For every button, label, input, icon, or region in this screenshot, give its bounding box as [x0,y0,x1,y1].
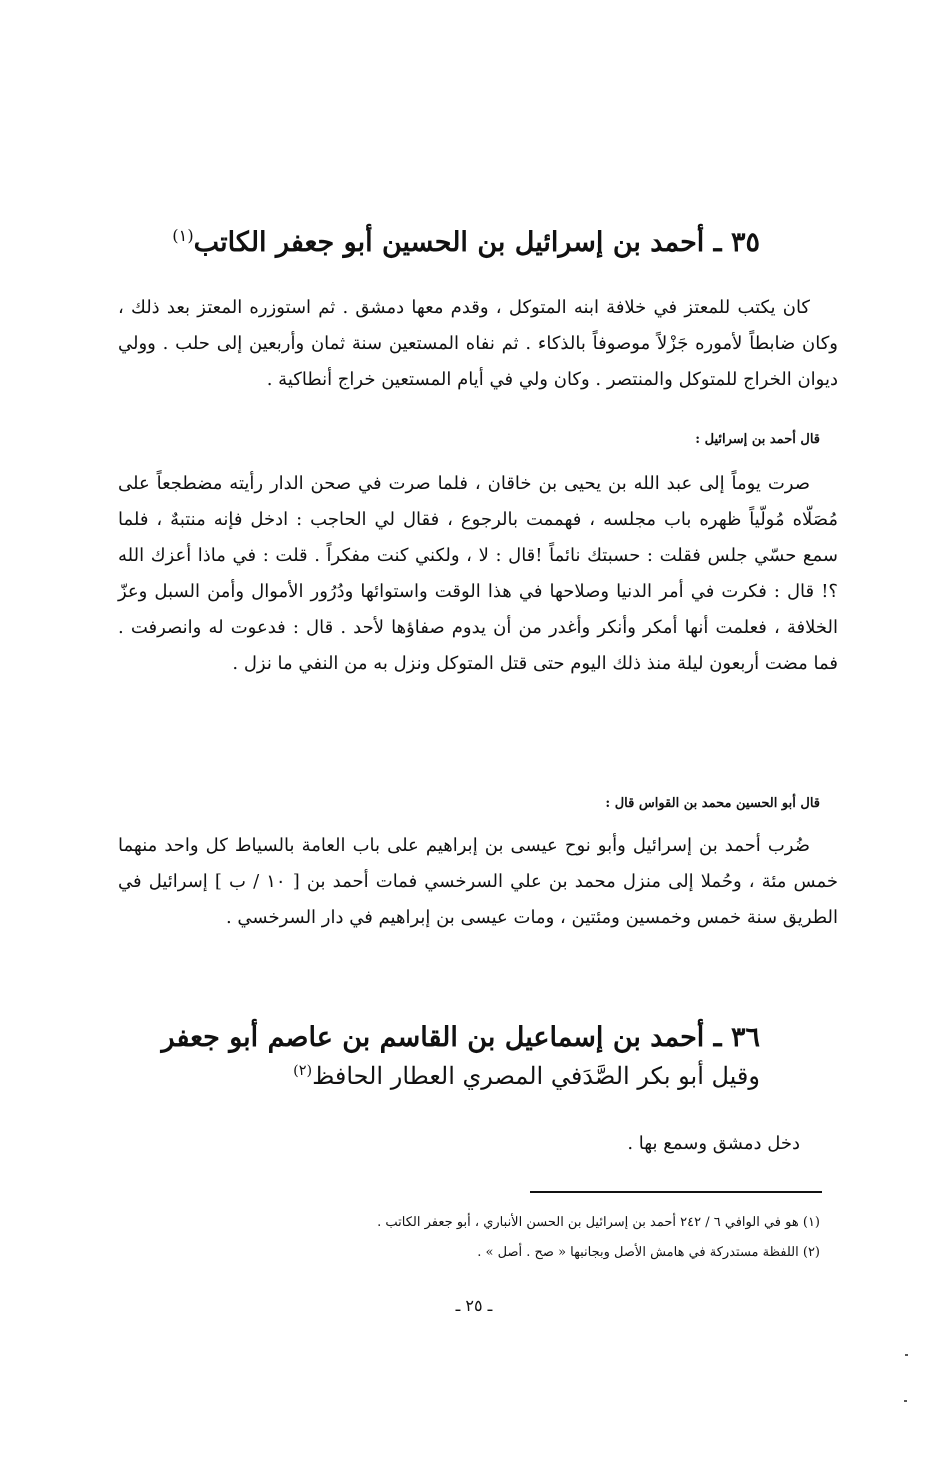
entry-35-footnote-ref: (١) [172,226,194,245]
entry-35-title-text: ٣٥ ـ أحمد بن إسرائيل بن الحسين أبو جعفر الكاتب [193,227,760,258]
entry-36-footnote-ref: (٢) [293,1063,313,1079]
entry-36-paragraph-1-text: دخل دمشق وسمع بها . [627,1133,800,1154]
entry-36-paragraph-1 [300,1126,800,1162]
entry-35-title [150,226,760,259]
scan-speck [905,1354,908,1356]
entry-36-title: ٣٦ ـ أحمد بن إسماعيل بن القاسم بن عاصم أبو جعفر [161,1022,760,1053]
entry-35-paragraph-2-text: صرت يوماً إلى عبد الله بن يحيى بن خاقان ، فلما صرت في صحن الدار رأيته مضطجعاً على مُصَلّاه مُولّياً ظهره باب مجلسه ، فهممت بالرجوع ، فقال لي الحاجب : ادخل فإنه منتبهٌ ، فلما سمع حسّي جلس فقلت : حسبتك نائماً !قال : لا ، ولكني كنت مفكراً . قلت : في ماذا أعزك الله ؟! قال : فكرت في أمر الدنيا وصلاحها في هذا الوقت واستوائها ودُرُور الأموال وأمن السبل وعزّ الخلافة ، فعلمت أنها أمكر وأنكر وأغدر من أن يدوم صفاؤها لأحد . قال : فدعوت له وانصرفت . فما مضت أربعون ليلة منذ ذلك اليوم حتى قتل المتوكل ونزل به من النفي ما نزل . [118,473,838,674]
scan-speck [904,1400,907,1402]
page-number: ـ ٢٥ ـ [455,1296,493,1315]
footnote-divider [530,1191,822,1193]
entry-36-subtitle [150,1062,760,1091]
entry-36-subtitle-text: وقيل أبو بكر الصَّدَفي المصري العطار الحافظ [312,1062,760,1090]
entry-35-paragraph-3-text: ضُرب أحمد بن إسرائيل وأبو نوح عيسى بن إبراهيم على باب العامة بالسياط كل واحد منهما خمس مئة ، وحُملا إلى منزل محمد بن علي السرخسي فمات أحمد بن [ ١٠ / ب ] إسرائيل في الطريق سنة خمس وخمسين ومئتين ، ومات عيسى بن إبراهيم في دار السرخسي . [118,835,838,928]
footnote-1: (١) هو في الوافي ٦ / ٢٤٢ أحمد بن إسرائيل بن الحسن الأنباري ، أبو جعفر الكاتب . [377,1215,820,1230]
narrator-line-1: قال أحمد بن إسرائيل : [695,432,820,447]
entry-35-paragraph-3 [118,828,838,936]
entry-35-paragraph-1 [118,290,838,398]
entry-35-paragraph-2 [118,466,838,682]
entry-35-paragraph-1-text: كان يكتب للمعتز في خلافة ابنه المتوكل ، وقدم معها دمشق . ثم استوزره المعتز بعد ذلك ، وكان ضابطاً لأموره جَزْلاً موصوفاً بالذكاء . ثم نفاه المستعين سنة ثمان وأربعين إلى حلب . وولي ديوان الخراج للمتوكل والمنتصر . وكان ولي في أيام المستعين خراج أنطاكية . [118,297,838,390]
footnote-2: (٢) اللفظة مستدركة في هامش الأصل وبجانبها « صح . أصل » . [477,1245,820,1260]
narrator-line-2: قال أبو الحسين محمد بن القواس قال : [605,796,820,811]
